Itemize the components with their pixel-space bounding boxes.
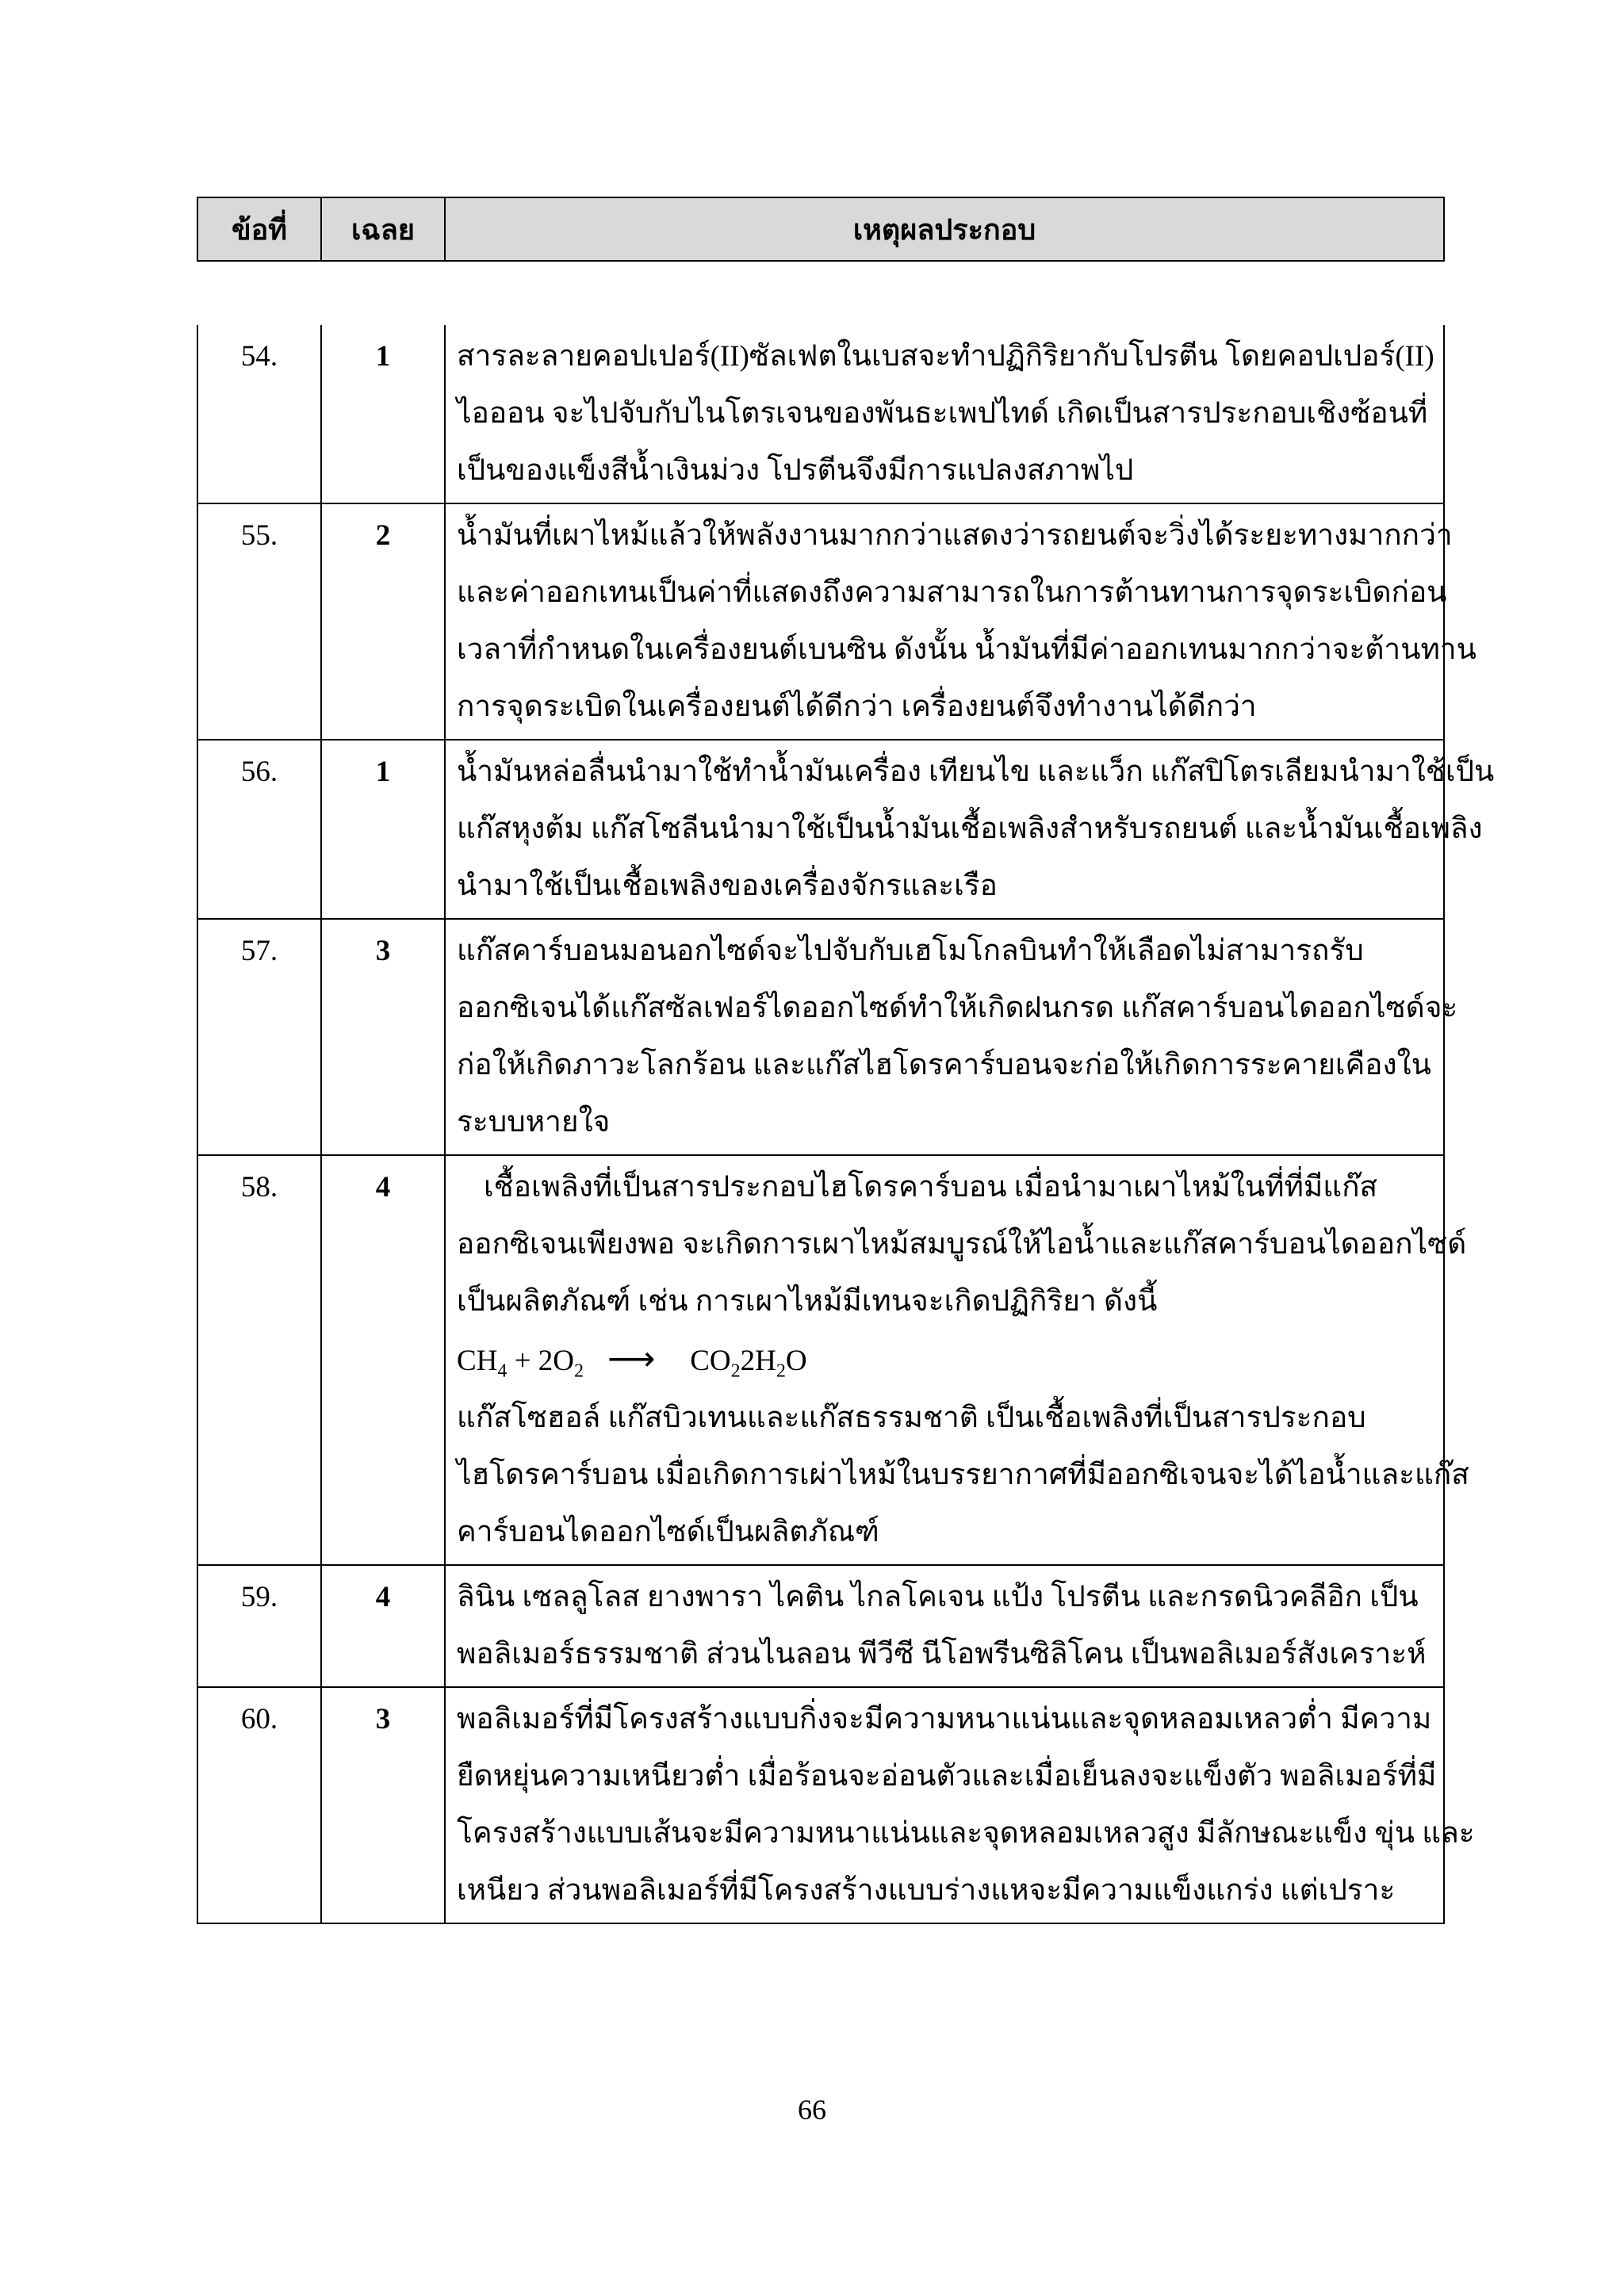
table-row [197,1687,1444,1923]
reason-line: แก๊สโซฮอล์ แก๊สบิวเทนและแก๊สธรรมชาติ เป็นเชื้อเพลิงที่เป็นสารประกอบ [457,1402,1366,1434]
item-number: 56. [197,740,321,919]
item-answer: 4 [321,1155,445,1565]
reason-line: เชื้อเพลิงที่เป็นสารประกอบไฮโดรคาร์บอน เมื่อนำมาเผาไหม้ในที่ที่มีแก๊ส [484,1171,1378,1203]
item-reason [445,1565,1444,1687]
reason-line: และค่าออกเทนเป็นค่าที่แสดงถึงความสามารถในการต้านทานการจุดระเบิดก่อน [457,576,1447,609]
reaction-arrow-icon: ⟶ [607,1339,656,1378]
item-number: 54. [197,325,321,503]
item-answer: 3 [321,1687,445,1923]
item-reason [445,740,1495,919]
eq-term: CH [457,1345,498,1377]
reason-line: พอลิเมอร์ที่มีโครงสร้างแบบกิ่งจะมีความหนาแน่นและจุดหลอมเหลวต่ำ มีความ [457,1703,1432,1735]
item-reason [445,919,1458,1155]
table-row [197,503,1444,740]
eq-term: O [785,1345,807,1377]
item-reason [445,1155,1469,1565]
table-row [197,1155,1444,1565]
reason-line: พอลิเมอร์ธรรมชาติ ส่วนไนลอน พีวีซี นีโอพรีนซิลิโคน เป็นพอลิเมอร์สังเคราะห์ [457,1638,1427,1670]
reason-line: เวลาที่กำหนดในเครื่องยนต์เบนซิน ดังนั้น น้ำมันที่มีค่าออกเทนมากกว่าจะต้านทาน [457,633,1477,666]
item-number: 59. [197,1565,321,1687]
header-no: ข้อที่ [197,197,321,261]
reason-line: นำมาใช้เป็นเชื้อเพลิงของเครื่องจักรและเรือ [457,870,998,902]
reason-line: โครงสร้างแบบเส้นจะมีความหนาแน่นและจุดหลอมเหลวสูง มีลักษณะแข็ง ขุ่น และ [457,1817,1475,1850]
item-answer: 1 [321,325,445,503]
item-number: 55. [197,503,321,740]
page-number: 66 [798,2094,826,2126]
item-answer: 1 [321,740,445,919]
item-number: 57. [197,919,321,1155]
table-row [197,325,1444,503]
reason-line: ไอออน จะไปจับกับไนโตรเจนของพันธะเพปไทด์ เกิดเป็นสารประกอบเชิงซ้อนที่ [457,397,1428,430]
reason-line: ออกซิเจนได้แก๊สซัลเฟอร์ไดออกไซด์ทำให้เกิดฝนกรด แก๊สคาร์บอนไดออกไซด์จะ [457,992,1458,1024]
reason-line: คาร์บอนไดออกไซด์เป็นผลิตภัณฑ์ [457,1516,879,1548]
eq-subscript: 2 [574,1360,584,1382]
item-answer: 3 [321,919,445,1155]
reason-line: เป็นผลิตภัณฑ์ เช่น การเผาไหม้มีเทนจะเกิดปฏิกิริยา ดังนี้ [457,1285,1158,1318]
eq-subscript: 4 [497,1360,508,1382]
item-answer: 2 [321,503,445,740]
item-number: 58. [197,1155,321,1565]
header-reason: เหตุผลประกอบ [445,197,1444,261]
item-number: 60. [197,1687,321,1923]
answer-table [197,325,1495,1924]
reason-line: เป็นของแข็งสีน้ำเงินม่วง โปรตีนจึงมีการแปลงสภาพไป [457,454,1134,487]
reason-line: การจุดระเบิดในเครื่องยนต์ได้ดีกว่า เครื่องยนต์จึงทำงานได้ดีกว่า [457,691,1257,723]
reason-line: แก๊สคาร์บอนมอนอกไซด์จะไปจับกับเฮโมโกลบินทำให้เลือดไม่สามารถรับ [457,935,1364,967]
item-reason [445,325,1444,503]
reason-line: ยืดหยุ่นความเหนียวต่ำ เมื่อร้อนจะอ่อนตัวและเมื่อเย็นลงจะแข็งตัว พอลิเมอร์ที่มี [457,1760,1437,1793]
eq-subscript: 2 [730,1360,741,1382]
item-answer: 4 [321,1565,445,1687]
table-row [197,1565,1444,1687]
item-reason [445,503,1477,740]
header-answer: เฉลย [321,197,445,261]
reason-line: น้ำมันหล่อลื่นนำมาใช้ทำน้ำมันเครื่อง เทียนไข และแว็ก แก๊สปิโตรเลียมนำมาใช้เป็น [457,756,1495,788]
item-reason [445,1687,1475,1923]
reason-line: ลินิน เซลลูโลส ยางพารา ไคติน ไกลโคเจน แป้ง โปรตีน และกรดนิวคลีอิก เป็น [457,1581,1419,1613]
eq-term: 2H [740,1345,776,1377]
eq-term: + 2O [507,1345,574,1377]
eq-subscript: 2 [776,1360,786,1382]
table-row [197,919,1444,1155]
reason-line: แก๊สหุงต้ม แก๊สโซลีนนำมาใช้เป็นน้ำมันเชื้อเพลิงสำหรับรถยนต์ และน้ำมันเชื้อเพลิง [457,813,1483,845]
eq-term: CO [690,1345,731,1377]
reason-line: ไฮโดรคาร์บอน เมื่อเกิดการเผ่าไหม้ในบรรยากาศที่มีออกซิเจนจะได้ไอน้ำและแก๊ส [457,1459,1469,1491]
reason-line: น้ำมันที่เผาไหม้แล้วให้พลังงานมากกว่าแสดงว่ารถยนต์จะวิ่งได้ระยะทางมากกว่า [457,519,1453,552]
reason-line: สารละลายคอปเปอร์(II)ซัลเฟตในเบสจะทำปฏิกิริยากับโปรตีน โดยคอปเปอร์(II) [457,340,1434,373]
reason-line: ก่อให้เกิดภาวะโลกร้อน และแก๊สไฮโดรคาร์บอนจะก่อให้เกิดการระคายเคืองใน [457,1049,1431,1081]
table-row [197,740,1444,919]
header-table [197,197,1445,262]
chemical-equation [457,1330,1435,1390]
reason-line: เหนียว ส่วนพอลิเมอร์ที่มีโครงสร้างแบบร่างแหจะมีความแข็งแกร่ง แต่เปราะ [457,1874,1396,1907]
header-row [197,197,1444,261]
reason-line: ระบบหายใจ [457,1106,611,1138]
reason-line: ออกซิเจนเพียงพอ จะเกิดการเผาไหม้สมบูรณ์ให้ไอน้ำและแก๊สคาร์บอนไดออกไซด์ [457,1228,1467,1261]
